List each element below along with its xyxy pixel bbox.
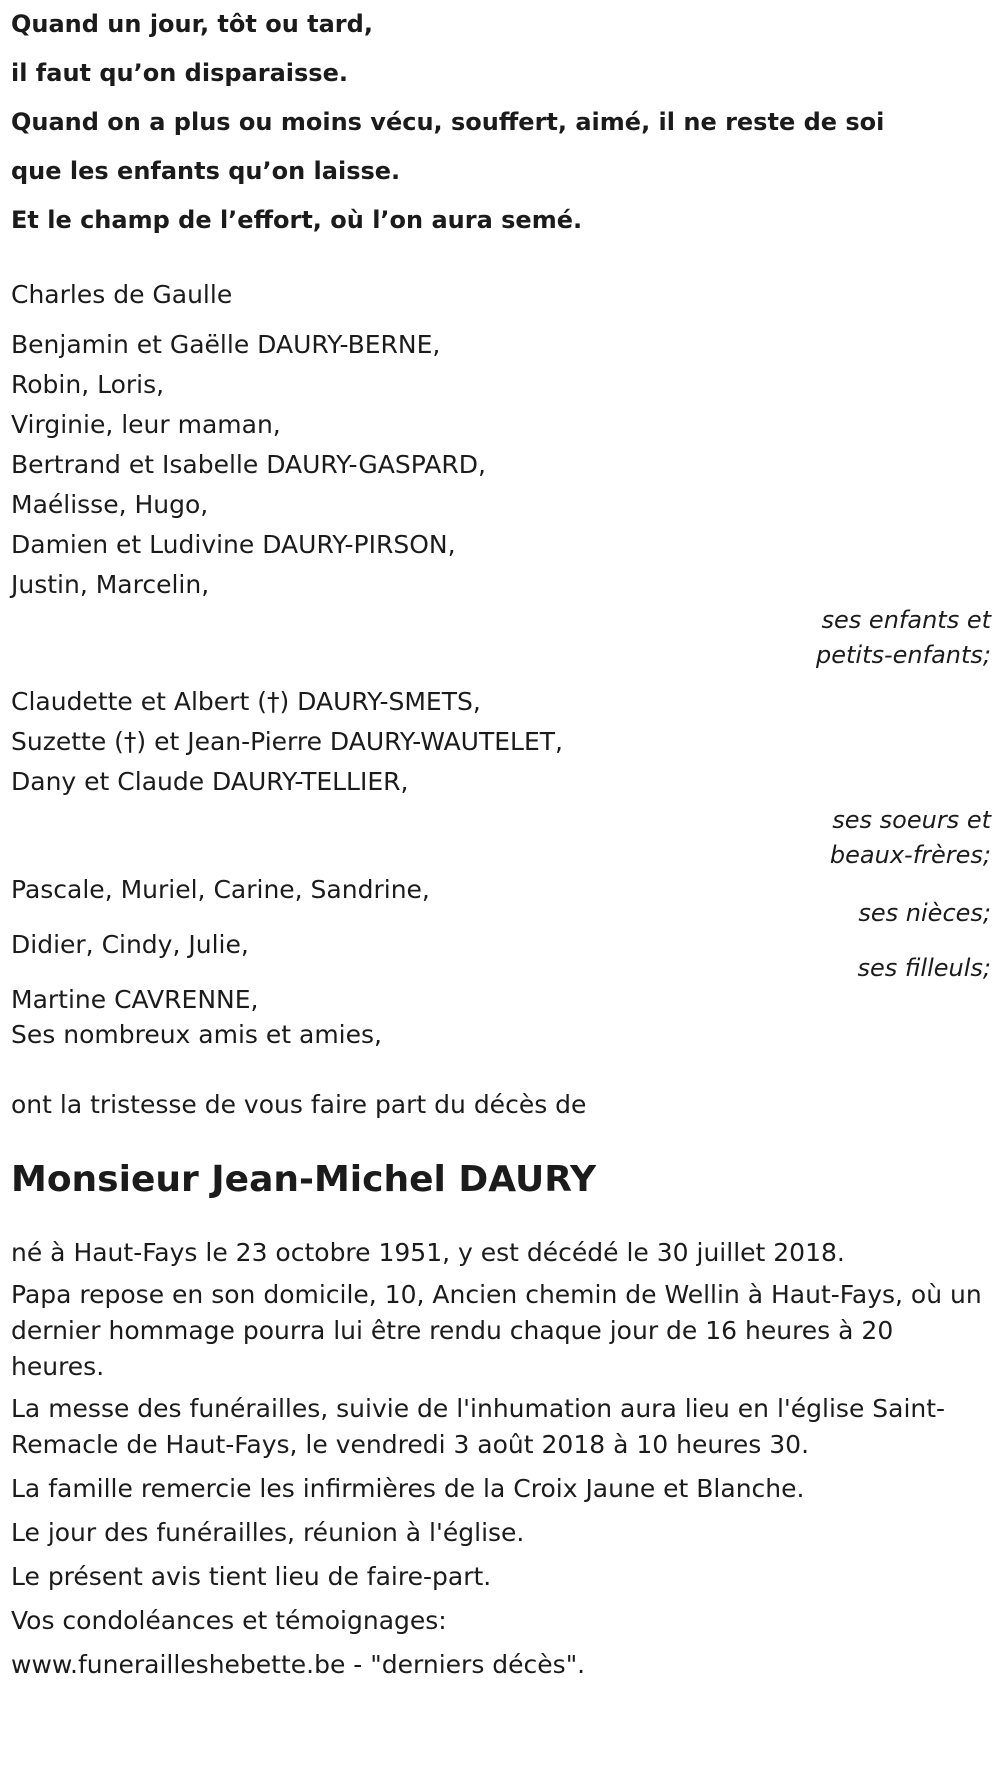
relation-label: beaux-frères;	[829, 841, 991, 869]
family-line: Claudette et Albert (†) DAURY-SMETS,	[11, 687, 481, 716]
detail-paragraph: La messe des funérailles, suivie de l'inhumation aura lieu en l'église Saint-Remacle de Haut-Fays, le vendredi 3 août 2018 à 10 heures 30.	[11, 1394, 946, 1459]
poem-attribution: Charles de Gaulle	[11, 280, 233, 309]
family-line: Bertrand et Isabelle DAURY-GASPARD,	[11, 450, 486, 479]
announcement-text: ont la tristesse de vous faire part du décès de	[11, 1090, 587, 1119]
family-line: Virginie, leur maman,	[11, 410, 281, 439]
relation-label: ses filleuls;	[857, 954, 991, 982]
detail-paragraph: La famille remercie les infirmières de la Croix Jaune et Blanche.	[11, 1474, 805, 1503]
family-line: Justin, Marcelin,	[11, 570, 210, 599]
relation-label: ses enfants et	[821, 606, 991, 634]
siblings-block	[11, 682, 991, 875]
deceased-name: Monsieur Jean-Michel DAURY	[11, 1159, 597, 1200]
detail-paragraph: Papa repose en son domicile, 10, Ancien chemin de Wellin à Haut-Fays, où un dernier hommage pourra lui être rendu chaque jour de 16 heures à 20 heures.	[11, 1280, 982, 1381]
detail-paragraph: Le présent avis tient lieu de faire-part.	[11, 1562, 492, 1591]
poem-line: Quand un jour, tôt ou tard,	[11, 10, 373, 38]
family-line: Maélisse, Hugo,	[11, 490, 209, 519]
obituary-notice	[11, 0, 991, 1685]
family-line: Didier, Cindy, Julie,	[11, 930, 249, 959]
relation-label: ses soeurs et	[832, 806, 991, 834]
family-line: Robin, Loris,	[11, 370, 165, 399]
website-line: www.funerailleshebette.be - "derniers décès".	[11, 1650, 586, 1679]
family-line: Pascale, Muriel, Carine, Sandrine,	[11, 875, 430, 904]
nieces-block	[11, 870, 991, 927]
family-line: Benjamin et Gaëlle DAURY-BERNE,	[11, 330, 441, 359]
poem-line: Quand on a plus ou moins vécu, souffert, aimé, il ne reste de soi	[11, 108, 885, 136]
poem-line: que les enfants qu’on laisse.	[11, 157, 401, 185]
poem-line: Et le champ de l’effort, où l’on aura semé.	[11, 206, 583, 234]
family-line: Dany et Claude DAURY-TELLIER,	[11, 767, 409, 796]
poem-line: il faut qu’on disparaisse.	[11, 59, 348, 87]
family-line: Suzette (†) et Jean-Pierre DAURY-WAUTELET,	[11, 727, 563, 756]
relation-label: petits-enfants;	[816, 641, 991, 669]
relation-label: ses nièces;	[858, 899, 991, 927]
family-line: Damien et Ludivine DAURY-PIRSON,	[11, 530, 456, 559]
family-line: Martine CAVRENNE,	[11, 985, 259, 1014]
family-line: Ses nombreux amis et amies,	[11, 1020, 382, 1049]
detail-paragraph: Le jour des funérailles, réunion à l'église.	[11, 1518, 525, 1547]
godchildren-block	[11, 925, 991, 982]
children-block	[11, 325, 991, 675]
detail-paragraph: né à Haut-Fays le 23 octobre 1951, y est décédé le 30 juillet 2018.	[11, 1238, 845, 1267]
poem	[11, 0, 991, 245]
detail-paragraph: Vos condoléances et témoignages:	[11, 1606, 447, 1635]
others-block	[11, 980, 991, 1055]
